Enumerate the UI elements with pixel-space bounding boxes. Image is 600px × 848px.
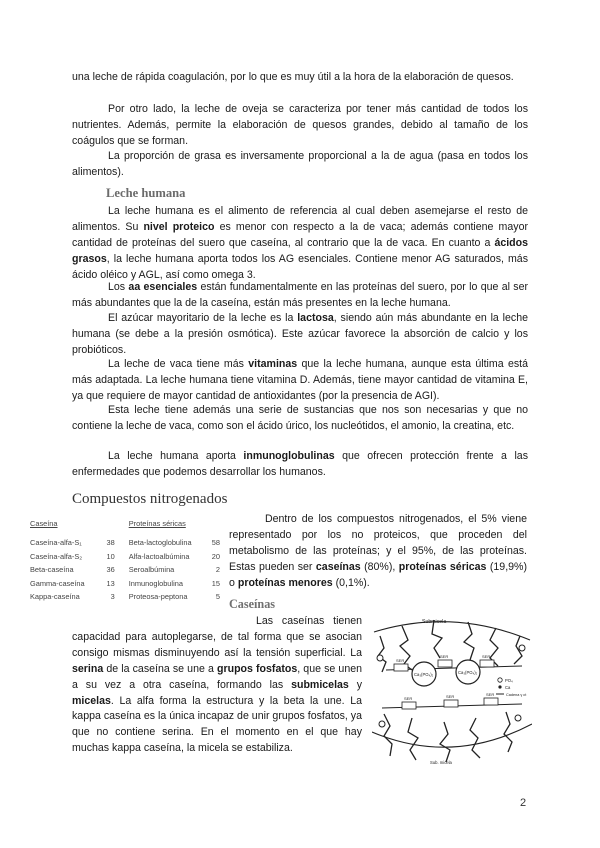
- table-header-caseina: Caseína: [30, 519, 58, 528]
- figure-label-ser: SER: [482, 654, 491, 659]
- table-cell: Beta-lactoglobulina: [128, 538, 192, 548]
- figure-legend-ca: Ca: [505, 685, 511, 690]
- intro-paragraph-2: Por otro lado, la leche de oveja se caracteriza por tener más cantidad de todos los nutrientes. Además, permite la elaboración de quesos grandes, debido al tamaño de los coágulos que se forman.: [72, 103, 528, 147]
- figure-legend-po4: PO₄: [505, 678, 513, 683]
- figure-label-submicela: Submicela: [422, 619, 447, 625]
- intro-paragraph-3: La proporción de grasa es inversamente proporcional a la de agua (pasa en todos los alimentos).: [72, 150, 528, 178]
- leche-humana-paragraph-5: Esta leche tiene además una serie de sustancias que nos son necesarias y que no contiene la leche de vaca, como son el ácido úrico, los nucleótidos, el amonio, la creatina, etc.: [72, 404, 528, 432]
- figure-label-sub-micela: Sub. micela: [430, 760, 452, 765]
- leche-humana-paragraph-4: La leche de vaca tiene más vitaminas que la leche humana, aunque esta última está más adaptada. La leche humana tiene vitamina D. Además, tiene mayor cantidad de vitamina E, ya que requiere de mayor cantidad de antioxidantes (por la presencia de AGI).: [72, 358, 528, 402]
- table-cell: Inmunoglobulina: [128, 578, 183, 588]
- casein-micelle-figure: [372, 614, 532, 772]
- table-cell: Seroalbúmina: [128, 565, 175, 575]
- table-header-proteinas-sericas: Proteínas séricas: [128, 519, 186, 528]
- compuestos-paragraph: Dentro de los compuestos nitrogenados, el 5% viene representado por los no proteicos, que proceden del metabolismo de las proteínas; y el 95%, de las proteínas. Estas pueden ser caseínas (80%), proteínas séricas (19,9%) o proteínas menores (0,1%).: [229, 513, 527, 589]
- table-cell: 2: [215, 565, 220, 575]
- table-cell: 38: [106, 538, 115, 548]
- caseinas-paragraph: Las caseínas tienen capacidad para autoplegarse, de tal forma que se asocian consigo mismas disminuyendo así la tensión superficial. La serina de la caseína se une a grupos fosfatos, que se unen a su vez a otra caseína, formando las submicelas y micelas. La alfa forma la estructura y la beta la une. La kappa caseína es la única incapaz de unir grupos fosfatos, ya que no contiene serina. En el momento en el que hay muchas kappa caseína, la micela se estabiliza.: [72, 615, 362, 755]
- table-row: [30, 550, 220, 563]
- figure-label-ser: SER: [396, 658, 405, 663]
- table-row: [30, 590, 220, 603]
- figure-label-ser: SER: [446, 694, 455, 699]
- protein-composition-table: [30, 517, 220, 603]
- leche-humana-paragraph-3: El azúcar mayoritario de la leche es la lactosa, siendo aún más abundante en la leche humana (se debe a la presión osmótica). Este azúcar favorece la absorción de calcio y los probióticos.: [72, 312, 528, 356]
- figure-label-ser: SER: [404, 696, 413, 701]
- leche-humana-paragraph-2: Los aa esenciales están fundamentalmente en las proteínas del suero, por lo que al ser más abundantes que la de la caseína, están más presentes en la leche humana.: [72, 281, 529, 309]
- table-cell: 5: [215, 592, 220, 602]
- section-heading-compuestos-nitrogenados: Compuestos nitrogenados: [72, 491, 228, 507]
- table-cell: 36: [106, 565, 115, 575]
- table-cell: 10: [106, 551, 115, 561]
- table-cell: Proteosa-peptona: [128, 592, 188, 602]
- figure-legend-cadena: Cadena γ ct: [506, 693, 527, 697]
- table-cell: Kappa-caseína: [30, 592, 80, 602]
- figure-label-calcium-phosphate: Ca₃(PO₄)₂: [414, 672, 434, 677]
- table-cell: Alfa-lactoalbúmina: [128, 551, 190, 561]
- table-row: [30, 563, 220, 576]
- leche-humana-paragraph-6: La leche humana aporta inmunoglobulinas que ofrecen protección frente a las enfermedades que podemos desarrollar los humanos.: [72, 450, 528, 478]
- section-heading-caseinas: Caseínas: [229, 597, 276, 611]
- figure-label-ser: SER: [486, 692, 495, 697]
- table-cell: Caseína-alfa-S₁: [30, 538, 82, 548]
- figure-label-ser: SER: [440, 654, 449, 659]
- section-heading-leche-humana: Leche humana: [106, 186, 186, 200]
- intro-paragraph-1: una leche de rápida coagulación, por lo que es muy útil a la hora de la elaboración de quesos.: [72, 71, 514, 83]
- table-row: [30, 536, 220, 549]
- table-cell: 58: [211, 538, 220, 548]
- table-cell: 13: [106, 578, 115, 588]
- page-number: 2: [520, 797, 527, 809]
- table-cell: Beta-caseína: [30, 565, 74, 575]
- table-row: [30, 577, 220, 590]
- table-cell: 15: [211, 578, 220, 588]
- table-cell: 20: [211, 551, 220, 561]
- table-cell: Gamma-caseína: [30, 578, 85, 588]
- table-header-row: [30, 517, 220, 536]
- table-cell: Caseína-alfa-S₂: [30, 551, 83, 561]
- table-cell: 3: [110, 592, 115, 602]
- figure-label-calcium-phosphate: Ca₃(PO₄)₂: [458, 670, 478, 675]
- leche-humana-paragraph-1: La leche humana es el alimento de referencia al cual deben asemejarse el resto de alimentos. Su nivel proteico es menor con respecto a la de vaca; además contiene mayor cantidad de proteínas del suero que caseína, al contrario que la de vaca. En cuanto a ácidos grasos, la leche humana aporta todos los AG esenciales. Contiene menor AG saturados, más ácido oléico y AGL, así como omega 3.: [72, 205, 528, 281]
